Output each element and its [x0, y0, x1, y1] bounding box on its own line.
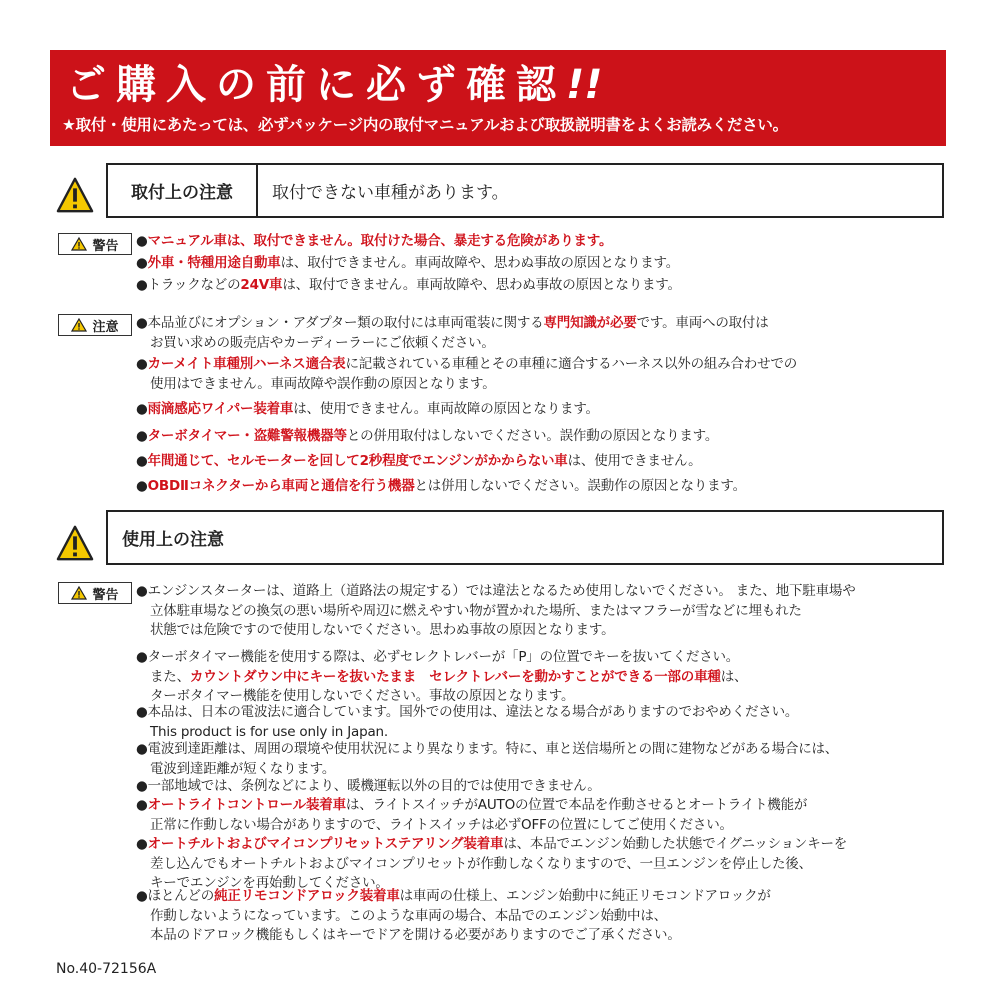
list-item [136, 314, 769, 353]
list-item-line [136, 602, 856, 622]
list-item-line [136, 334, 769, 354]
emphasis-text: 専門知識が必要 [543, 315, 637, 331]
installation-notice-header [106, 163, 944, 218]
body-text: は、本品でエンジン始動した状態でイグニッションキーを [503, 836, 848, 852]
body-text: また、 [150, 668, 190, 685]
list-item-line [136, 703, 798, 723]
banner-subtitle: ★取付・使用にあたっては、必ずパッケージ内の取付マニュアルおよび取扱説明書をよくお読みください。 [62, 116, 788, 134]
emphasis-text: 雨滴感応ワイパー装着車 [147, 401, 294, 417]
list-item-line [136, 314, 769, 334]
list-item-line [136, 276, 681, 296]
list-item [136, 355, 797, 394]
body-text: は、ライトスイッチがAUTOの位置で本品を作動させるとオートライト機能が [345, 797, 808, 813]
list-item [136, 835, 847, 894]
list-item [136, 777, 601, 797]
body-text: 差し込んでもオートチルトおよびマイコンプリセットが作動しなくなりますので、一旦エンジンを停止した後、 [150, 855, 812, 872]
emphasis-text: OBDⅡコネクターから車両と通信を行う機器 [147, 478, 415, 494]
list-item [136, 582, 856, 641]
body-text: ●トラックなどの [136, 277, 241, 293]
list-item-line [136, 254, 679, 274]
body-text: ● [136, 453, 148, 469]
list-item-line [136, 582, 856, 602]
warning-badge [58, 582, 132, 604]
list-item-line [136, 796, 807, 816]
installation-notice-description: 取付できない車種があります。 [272, 183, 509, 203]
usage-notice-label: 使用上の注意 [122, 530, 224, 550]
body-text: ●電波到達距離は、周囲の環境や使用状況により異なります。特に、車と送信場所との間に建物などがある場合には、 [136, 741, 839, 757]
body-text: This product is for use only in Japan. [150, 723, 388, 740]
list-item [136, 703, 798, 742]
body-text: とは併用しないでください。誤動作の原因となります。 [414, 478, 746, 494]
body-text: ●エンジンスターターは、道路上（道路法の規定する）では違法となるため使用しないでください。 また、地下駐車場や [136, 583, 856, 599]
banner-title: ご購入の前に必ず確認!! [66, 62, 603, 108]
list-item [136, 232, 612, 252]
list-item-line [136, 835, 847, 855]
body-text: ●ほとんどの [136, 888, 215, 904]
body-text: です。車両への取付は [636, 315, 769, 331]
emphasis-text: 外車・特種用途自動車 [147, 255, 281, 271]
body-text: は、取付できません。車両故障や、思わぬ事故の原因となります。 [280, 255, 680, 271]
emphasis-text: オートライトコントロール装着車 [147, 797, 346, 813]
body-text: ● [136, 478, 148, 494]
warning-badge-label: 警告 [92, 587, 119, 603]
body-text: は、使用できません。車両故障の原因となります。 [293, 401, 599, 417]
list-item-line [136, 855, 847, 875]
usage-notice-header [106, 510, 944, 565]
caution-badge [58, 314, 132, 336]
list-item-line [136, 232, 612, 252]
list-item [136, 477, 746, 497]
body-text: 正常に作動しない場合がありますので、ライトスイッチは必ずOFFの位置にしてご使用ください。 [150, 816, 733, 833]
body-text: 状態では危険ですので使用しないでください。思わぬ事故の原因となります。 [150, 622, 615, 638]
warning-triangle-icon [56, 176, 94, 214]
list-item-line [136, 400, 599, 420]
list-item-line [136, 452, 701, 472]
body-text: ●ターボタイマー機能を使用する際は、必ずセレクトレバーが「P」の位置でキーを抜いてください。 [136, 649, 740, 665]
body-text: は車両の仕様上、エンジン始動中に純正リモコンドアロックが [399, 888, 771, 904]
emphasis-text: 純正リモコンドアロック装着車 [214, 888, 400, 904]
warning-triangle-icon [71, 318, 87, 332]
body-text: ● [136, 233, 148, 249]
list-item-line [136, 887, 771, 907]
list-item-line [136, 621, 856, 641]
body-text: 使用はできません。車両故障や誤作動の原因となります。 [150, 375, 496, 392]
body-text: キーでエンジンを再始動してください。 [150, 875, 389, 891]
list-item [136, 452, 701, 472]
body-text: お買い求めの販売店やカーディーラーにご依頼ください。 [150, 334, 495, 351]
body-text: ターボタイマー機能を使用しないでください。事故の原因となります。 [150, 688, 575, 704]
body-text: は、 [720, 668, 748, 685]
list-item [136, 648, 747, 707]
warning-badge-label: 警告 [92, 238, 119, 254]
emphasis-text: マニュアル車は、取付できません。取付けた場合、暴走する危険があります。 [147, 233, 613, 249]
list-item [136, 276, 681, 296]
list-item-line [136, 740, 838, 760]
body-text: 本品のドアロック機能もしくはキーでドアを開ける必要がありますのでご了承ください。 [150, 927, 681, 943]
body-text: ● [136, 255, 148, 271]
body-text: 電波到達距離が短くなります。 [150, 760, 336, 777]
body-text: は、使用できません。 [567, 453, 702, 469]
list-item [136, 254, 679, 274]
body-text: ●一部地域では、条例などにより、暖機運転以外の目的では使用できません。 [136, 778, 601, 794]
warning-badge [58, 233, 132, 255]
list-item [136, 796, 807, 835]
list-item-line [136, 668, 747, 688]
emphasis-text: 年間通じて、セルモーターを回して2秒程度でエンジンがかからない車 [147, 453, 568, 469]
installation-notice-label: 取付上の注意 [108, 165, 258, 216]
body-text: ● [136, 836, 148, 852]
list-item-line [136, 816, 807, 836]
emphasis-text: カーメイト車種別ハーネス適合表 [147, 356, 346, 372]
list-item-line [136, 777, 601, 797]
body-text: ●本品は、日本の電波法に適合しています。国外での使用は、違法となる場合がありますのでおやめください。 [136, 704, 799, 720]
warning-triangle-icon [71, 586, 87, 600]
emphasis-text: オートチルトおよびマイコンプリセットステアリング装着車 [147, 836, 504, 852]
list-item-line [136, 427, 718, 447]
list-item-line [136, 477, 746, 497]
purchase-notice-banner [50, 50, 946, 146]
warning-triangle-icon [56, 524, 94, 562]
product-code: No.40-72156A [56, 961, 157, 977]
list-item [136, 400, 599, 420]
list-item [136, 427, 718, 447]
body-text: 作動しないようになっています。このような車両の場合、本品でのエンジン始動中は、 [150, 907, 667, 924]
body-text: ● [136, 356, 148, 372]
list-item-line [136, 375, 797, 395]
body-text: ● [136, 401, 148, 417]
body-text: との併用取付はしないでください。誤作動の原因となります。 [346, 428, 719, 444]
body-text: に記載されている車種とその車種に適合するハーネス以外の組み合わせでの [345, 356, 798, 372]
list-item [136, 740, 838, 779]
body-text: ● [136, 428, 148, 444]
list-item [136, 887, 771, 946]
body-text: は、取付できません。車両故障や、思わぬ事故の原因となります。 [282, 277, 681, 293]
list-item-line [136, 355, 797, 375]
body-text: ●本品並びにオプション・アダプター類の取付には車両電装に関する [136, 315, 544, 331]
emphasis-text: ターボタイマー・盗難警報機器等 [147, 428, 347, 444]
emphasis-text: 24V車 [240, 277, 283, 293]
body-text: ● [136, 797, 148, 813]
caution-badge-label: 注意 [92, 319, 119, 335]
emphasis-text: カウントダウン中にキーを抜いたまま セレクトレバーを動かすことができる一部の車種 [189, 668, 721, 685]
list-item-line [136, 648, 747, 668]
list-item-line [136, 926, 771, 946]
list-item-line [136, 907, 771, 927]
body-text: 立体駐車場などの換気の悪い場所や周辺に燃えやすい物が置かれた場所、またはマフラーが雪などに埋もれた [150, 602, 802, 619]
warning-triangle-icon [71, 237, 87, 251]
